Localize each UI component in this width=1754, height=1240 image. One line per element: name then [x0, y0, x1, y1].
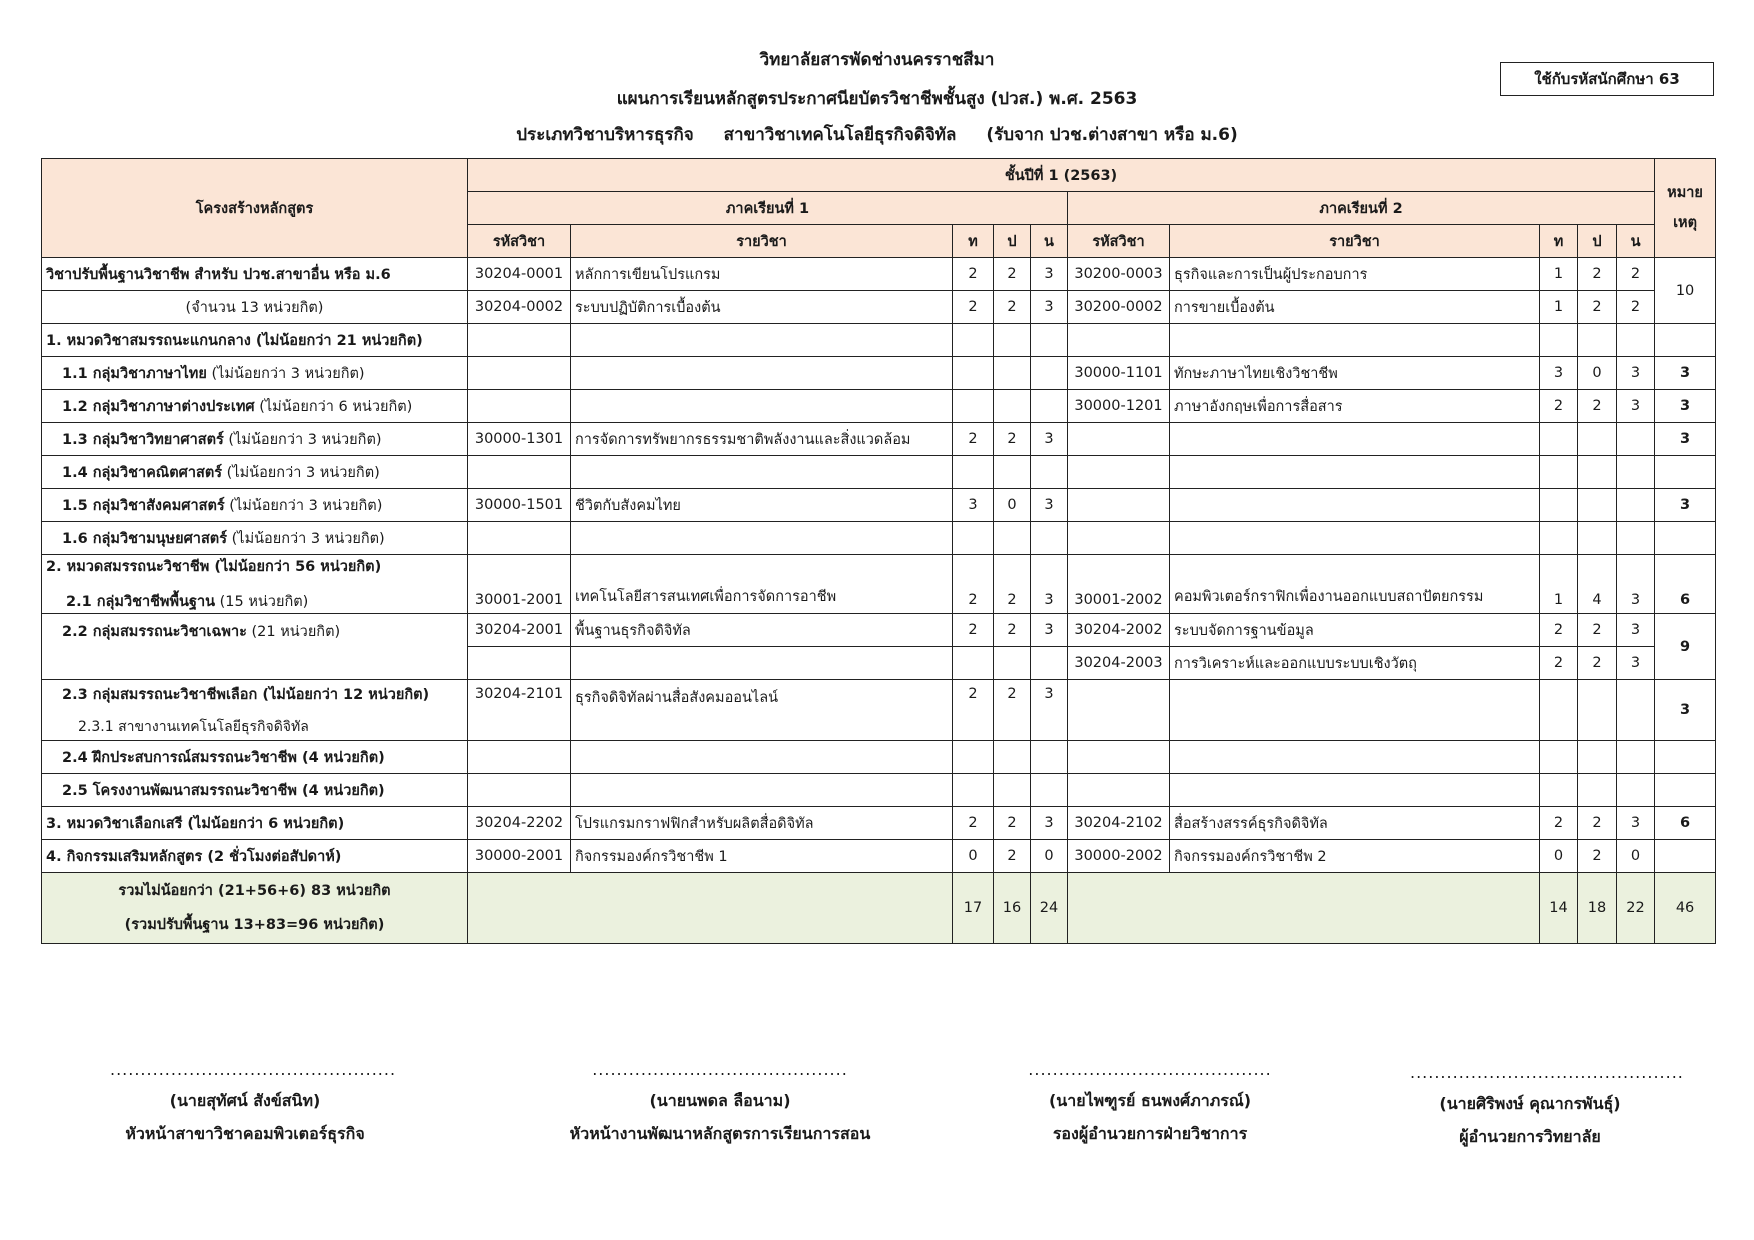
structure-header: โครงสร้างหลักสูตร: [42, 159, 468, 258]
course-code: 30001-2002: [1068, 555, 1170, 614]
theory-hours: 1: [1540, 258, 1578, 291]
practice-hours: 2: [1578, 614, 1617, 647]
credits: 0: [1031, 840, 1068, 873]
practice-hours: 2: [1578, 390, 1617, 423]
credits: 3: [1617, 807, 1655, 840]
table-row: [42, 555, 1716, 614]
theory-hours: 0: [953, 840, 994, 873]
table-row: [42, 357, 1716, 390]
col-name-header: รายวิชา: [571, 225, 953, 258]
credits: 3: [1617, 555, 1655, 614]
theory-hours: 2: [953, 291, 994, 324]
course-code: 30204-2101: [468, 680, 571, 741]
course-name: การวิเคราะห์และออกแบบระบบเชิงวัตถุ: [1170, 647, 1540, 680]
table-row: [42, 258, 1716, 291]
practice-hours: 2: [1578, 840, 1617, 873]
practice-hours: 2: [994, 680, 1031, 741]
practice-hours: 2: [994, 614, 1031, 647]
signature-block: [1025, 1060, 1275, 1147]
signer-position: ผู้อำนวยการวิทยาลัย: [1459, 1127, 1601, 1146]
total-credits: 22: [1617, 873, 1655, 944]
total-practice: 18: [1578, 873, 1617, 944]
signer-name: (นายไพฑูรย์ ธนพงศ์ภาภรณ์): [1048, 1091, 1252, 1110]
credits: 3: [1617, 614, 1655, 647]
course-code: 30000-1501: [468, 489, 571, 522]
table-row: [42, 680, 1716, 741]
remark: 6: [1655, 807, 1716, 840]
remark: 3: [1655, 390, 1716, 423]
signer-name: (นายสุทัศน์ สังข์สนิท): [169, 1091, 321, 1110]
signature-block: [555, 1060, 885, 1147]
table-row: [42, 423, 1716, 456]
practice-hours: 2: [994, 258, 1031, 291]
totals-label: รวมไม่น้อยกว่า (21+56+6) 83 หน่วยกิต (รวมปรับพื้นฐาน 13+83=96 หน่วยกิต): [42, 873, 468, 944]
course-code: 30001-2001: [468, 555, 571, 614]
remark: 6: [1655, 555, 1716, 614]
total-remark: 46: [1655, 873, 1716, 944]
remark: 10: [1655, 258, 1716, 324]
course-code: 30200-0002: [1068, 291, 1170, 324]
admission-label: (รับจาก ปวช.ต่างสาขา หรือ ม.6): [986, 125, 1238, 145]
practice-hours: 2: [994, 291, 1031, 324]
course-code: 30204-2202: [468, 807, 571, 840]
group-label: 1.1 กลุ่มวิชาภาษาไทย (ไม่น้อยกว่า 3 หน่วยกิต): [42, 357, 468, 390]
program-line: [0, 121, 1754, 148]
table-row: [42, 614, 1716, 647]
total-practice: 16: [994, 873, 1031, 944]
credits: 3: [1031, 680, 1068, 741]
group-label: 4. กิจกรรมเสริมหลักสูตร (2 ชั่วโมงต่อสัปดาห์): [42, 840, 468, 873]
course-code: 30204-2003: [1068, 647, 1170, 680]
course-name: ธุรกิจและการเป็นผู้ประกอบการ: [1170, 258, 1540, 291]
col-practice-header: ป: [1578, 225, 1617, 258]
table-row: [42, 741, 1716, 774]
group-label: 3. หมวดวิชาเลือกเสรี (ไม่น้อยกว่า 6 หน่วยกิต): [42, 807, 468, 840]
remark: 3: [1655, 423, 1716, 456]
practice-hours: 4: [1578, 555, 1617, 614]
course-code: 30000-1301: [468, 423, 571, 456]
signer-position: หัวหน้างานพัฒนาหลักสูตรการเรียนการสอน: [569, 1124, 871, 1143]
signature-line: ...............................................: [110, 1060, 397, 1079]
credits: 3: [1031, 807, 1068, 840]
group-label: 2.4 ฝึกประสบการณ์สมรรถนะวิชาชีพ (4 หน่วยกิต): [42, 741, 468, 774]
practice-hours: 2: [1578, 258, 1617, 291]
signer-position: หัวหน้าสาขาวิชาคอมพิวเตอร์ธุรกิจ: [125, 1124, 365, 1143]
signature-block: [110, 1060, 397, 1147]
col-name-header: รายวิชา: [1170, 225, 1540, 258]
remark: 3: [1655, 489, 1716, 522]
table-row: [42, 390, 1716, 423]
group-label: 2.2 กลุ่มสมรรถนะวิชาเฉพาะ (21 หน่วยกิต): [42, 614, 468, 680]
table-row: [42, 774, 1716, 807]
student-code-box: ใช้กับรหัสนักศึกษา 63: [1500, 62, 1714, 96]
practice-hours: 0: [1578, 357, 1617, 390]
college-name: วิทยาลัยสารพัดช่างนครราชสีมา: [759, 50, 995, 70]
course-code: 30204-0002: [468, 291, 571, 324]
header-row-year: [42, 159, 1716, 192]
credits: 3: [1617, 390, 1655, 423]
col-theory-header: ท: [953, 225, 994, 258]
theory-hours: 1: [1540, 555, 1578, 614]
year-header: ชั้นปีที่ 1 (2563): [468, 159, 1655, 192]
theory-hours: 2: [953, 614, 994, 647]
signer-position: รองผู้อำนวยการฝ่ายวิชาการ: [1052, 1124, 1248, 1143]
course-name: หลักการเขียนโปรแกรม: [571, 258, 953, 291]
table-row: [42, 840, 1716, 873]
table-row: [42, 489, 1716, 522]
branch-label: สาขาวิชาเทคโนโลยีธุรกิจดิจิทัล: [723, 125, 957, 145]
practice-hours: 2: [994, 555, 1031, 614]
theory-hours: 2: [953, 258, 994, 291]
credits: 2: [1617, 258, 1655, 291]
course-code: 30204-2001: [468, 614, 571, 647]
group-label: 1.5 กลุ่มวิชาสังคมศาสตร์ (ไม่น้อยกว่า 3 หน่วยกิต): [42, 489, 468, 522]
signature-block: [1410, 1063, 1684, 1150]
table-row: [42, 291, 1716, 324]
table-row: [42, 522, 1716, 555]
credits: 3: [1031, 614, 1068, 647]
col-practice-header: ป: [994, 225, 1031, 258]
group-label: 2.5 โครงงานพัฒนาสมรรถนะวิชาชีพ (4 หน่วยกิต): [42, 774, 468, 807]
group-label: 2. หมวดสมรรถนะวิชาชีพ (ไม่น้อยกว่า 56 หน่วยกิต) 2.1 กลุ่มวิชาชีพพื้นฐาน (15 หน่วยกิต): [42, 555, 468, 614]
signature-line: .............................................: [1410, 1063, 1684, 1082]
group-label: 1.4 กลุ่มวิชาคณิตศาสตร์ (ไม่น้อยกว่า 3 หน่วยกิต): [42, 456, 468, 489]
theory-hours: 1: [1540, 291, 1578, 324]
curriculum-table: [41, 158, 1716, 944]
theory-hours: 2: [1540, 614, 1578, 647]
theory-hours: 2: [953, 680, 994, 741]
table-row: [42, 807, 1716, 840]
group-label: 1.6 กลุ่มวิชามนุษยศาสตร์ (ไม่น้อยกว่า 3 หน่วยกิต): [42, 522, 468, 555]
total-credits: 24: [1031, 873, 1068, 944]
col-credit-header: น: [1617, 225, 1655, 258]
theory-hours: 2: [953, 423, 994, 456]
table-row: [42, 324, 1716, 357]
course-code: 30000-2001: [468, 840, 571, 873]
practice-hours: 2: [994, 423, 1031, 456]
theory-hours: 2: [1540, 807, 1578, 840]
course-name: ธุรกิจดิจิทัลผ่านสื่อสังคมออนไลน์: [571, 680, 953, 741]
course-name: พื้นฐานธุรกิจดิจิทัล: [571, 614, 953, 647]
credits: 2: [1617, 291, 1655, 324]
group-label: 1.3 กลุ่มวิชาวิทยาศาสตร์ (ไม่น้อยกว่า 3 หน่วยกิต): [42, 423, 468, 456]
practice-hours: 2: [994, 807, 1031, 840]
plan-title: แผนการเรียนหลักสูตรประกาศนียบัตรวิชาชีพชั้นสูง (ปวส.) พ.ศ. 2563: [616, 89, 1138, 109]
practice-hours: 2: [1578, 647, 1617, 680]
remark-header: หมาย เหตุ: [1655, 159, 1716, 258]
course-name: ภาษาอังกฤษเพื่อการสื่อสาร: [1170, 390, 1540, 423]
course-name: กิจกรรมองค์กรวิชาชีพ 1: [571, 840, 953, 873]
credits: 3: [1617, 647, 1655, 680]
signer-name: (นายศิริพงษ์ คุณากรพันธุ์): [1439, 1094, 1621, 1113]
remark: 3: [1655, 357, 1716, 390]
col-credit-header: น: [1031, 225, 1068, 258]
term2-header: ภาคเรียนที่ 2: [1068, 192, 1655, 225]
practice-hours: 2: [1578, 291, 1617, 324]
credits: 3: [1617, 357, 1655, 390]
theory-hours: 3: [1540, 357, 1578, 390]
term1-header: ภาคเรียนที่ 1: [468, 192, 1068, 225]
remark: 3: [1655, 680, 1716, 741]
course-code: 30204-2102: [1068, 807, 1170, 840]
course-code: 30200-0003: [1068, 258, 1170, 291]
theory-hours: 2: [1540, 390, 1578, 423]
credits: 3: [1031, 423, 1068, 456]
group-label: 1. หมวดวิชาสมรรถนะแกนกลาง (ไม่น้อยกว่า 21 หน่วยกิต): [42, 324, 468, 357]
category-label: ประเภทวิชาบริหารธุรกิจ: [516, 125, 694, 145]
theory-hours: 0: [1540, 840, 1578, 873]
col-code-header: รหัสวิชา: [468, 225, 571, 258]
course-name: การขายเบื้องต้น: [1170, 291, 1540, 324]
col-theory-header: ท: [1540, 225, 1578, 258]
credits: 3: [1031, 555, 1068, 614]
course-name: ระบบจัดการฐานข้อมูล: [1170, 614, 1540, 647]
credits: 0: [1617, 840, 1655, 873]
signature-line: ..........................................: [592, 1060, 848, 1079]
course-code: 30204-0001: [468, 258, 571, 291]
group-label: 2.3 กลุ่มสมรรถนะวิชาชีพเลือก (ไม่น้อยกว่า 12 หน่วยกิต) 2.3.1 สาขางานเทคโนโลยีธุรกิจดิจิทัล: [42, 680, 468, 741]
credits: 3: [1031, 489, 1068, 522]
theory-hours: 3: [953, 489, 994, 522]
group-label: 1.2 กลุ่มวิชาภาษาต่างประเทศ (ไม่น้อยกว่า 6 หน่วยกิต): [42, 390, 468, 423]
course-name: คอมพิวเตอร์กราฟิกเพื่องานออกแบบสถาปัตยกรรม: [1170, 555, 1540, 614]
row-sublabel: (จำนวน 13 หน่วยกิต): [42, 291, 468, 324]
course-name: การจัดการทรัพยากรธรรมชาติพลังงานและสิ่งแวดล้อม: [571, 423, 953, 456]
totals-row: [42, 873, 1716, 944]
theory-hours: 2: [1540, 647, 1578, 680]
practice-hours: 0: [994, 489, 1031, 522]
course-name: ทักษะภาษาไทยเชิงวิชาชีพ: [1170, 357, 1540, 390]
credits: 3: [1031, 258, 1068, 291]
course-name: โปรแกรมกราฟฟิกสำหรับผลิตสื่อดิจิทัล: [571, 807, 953, 840]
remark: 9: [1655, 614, 1716, 680]
credits: 3: [1031, 291, 1068, 324]
course-code: 30000-1201: [1068, 390, 1170, 423]
signature-line: ........................................: [1028, 1060, 1272, 1079]
signer-name: (นายนพดล ลือนาม): [649, 1091, 791, 1110]
course-code: 30204-2002: [1068, 614, 1170, 647]
course-name: เทคโนโลยีสารสนเทศเพื่อการจัดการอาชีพ: [571, 555, 953, 614]
course-name: ชีวิตกับสังคมไทย: [571, 489, 953, 522]
practice-hours: 2: [994, 840, 1031, 873]
practice-hours: 2: [1578, 807, 1617, 840]
course-name: ระบบปฏิบัติการเบื้องต้น: [571, 291, 953, 324]
theory-hours: 2: [953, 555, 994, 614]
total-theory: 14: [1540, 873, 1578, 944]
table-row: [42, 456, 1716, 489]
course-code: 30000-1101: [1068, 357, 1170, 390]
course-name: สื่อสร้างสรรค์ธุรกิจดิจิทัล: [1170, 807, 1540, 840]
col-code-header: รหัสวิชา: [1068, 225, 1170, 258]
total-theory: 17: [953, 873, 994, 944]
row-label: วิชาปรับพื้นฐานวิชาชีพ สำหรับ ปวช.สาขาอื่น หรือ ม.6: [42, 258, 468, 291]
course-code: 30000-2002: [1068, 840, 1170, 873]
theory-hours: 2: [953, 807, 994, 840]
course-name: กิจกรรมองค์กรวิชาชีพ 2: [1170, 840, 1540, 873]
